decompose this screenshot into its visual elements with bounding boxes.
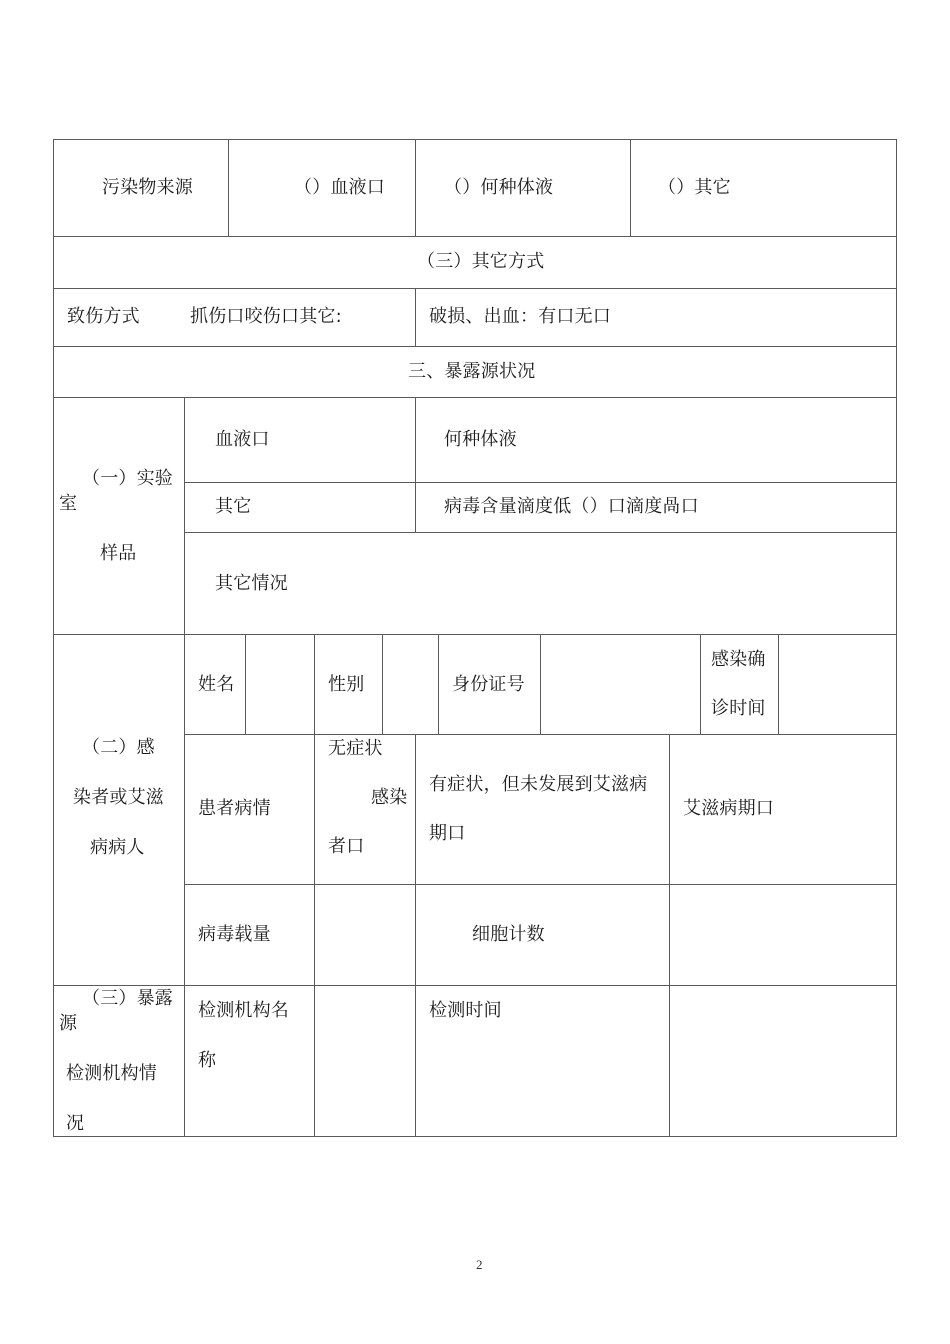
diagnosis-time-label-line1: 感染确	[711, 649, 766, 670]
other-methods-heading: （三）其它方式	[417, 251, 545, 272]
section-exposure-source-heading: 三、暴露源状况	[408, 361, 536, 382]
lab-sample-label-line1: （一）实验	[82, 468, 173, 489]
name-label: 姓名	[198, 674, 235, 695]
testing-label-line1: （三）暴露	[82, 988, 173, 1009]
aids-stage-option[interactable]: 艾滋病期口	[683, 798, 774, 819]
asymptomatic-option[interactable]: 者口	[328, 836, 365, 857]
symptomatic-line1: 有症状，但未发展到艾滋病	[429, 774, 648, 795]
symptomatic-option[interactable]: 期口	[429, 823, 466, 844]
lab-sample-label-line2: 室	[59, 493, 78, 514]
lab-other-field[interactable]: 其它	[215, 496, 252, 517]
infected-label-line2: 染者或艾滋	[73, 787, 164, 808]
body-fluid-checkbox-option[interactable]: （）何种体液	[444, 177, 554, 198]
lab-sample-label-line3: 样品	[100, 543, 137, 564]
testing-label-line3: 检测机构情	[66, 1063, 157, 1084]
lab-body-fluid-field[interactable]: 何种体液	[444, 429, 517, 450]
cell-count-label: 细胞计数	[472, 924, 545, 945]
lab-other-situation-field[interactable]: 其它情况	[215, 573, 288, 594]
lab-blood-option[interactable]: 血液口	[215, 429, 270, 450]
bleeding-options[interactable]: 破损、出血：有口无口	[429, 306, 611, 327]
virus-titer-options[interactable]: 病毒含量滴度低（）口滴度咼口	[444, 496, 699, 517]
blood-checkbox-option[interactable]: （）血液口	[294, 177, 385, 198]
asymptomatic-line1: 无症状	[328, 738, 383, 759]
testing-org-label-line1: 检测机构名	[198, 1000, 289, 1021]
test-time-label: 检测时间	[429, 1000, 502, 1021]
page-number: 2	[476, 1257, 483, 1272]
other-source-checkbox-option[interactable]: （）其它	[658, 177, 731, 198]
patient-condition-label: 患者病情	[198, 798, 271, 819]
infected-label-line1: （二）感	[82, 737, 155, 758]
pollutant-source-label: 污染物来源	[102, 177, 193, 198]
injury-method-label: 致伤方式	[67, 306, 140, 327]
viral-load-label: 病毒载量	[198, 924, 271, 945]
diagnosis-time-label-line2: 诊时间	[711, 698, 766, 719]
sex-label: 性别	[328, 674, 365, 695]
asymptomatic-line2: 感染	[371, 787, 408, 808]
id-number-label: 身份证号	[452, 674, 525, 695]
injury-types-options[interactable]: 抓伤口咬伤口其它:	[190, 306, 342, 327]
testing-org-label-line2: 称	[198, 1050, 217, 1071]
testing-label-line4: 况	[66, 1113, 85, 1134]
testing-label-line2: 源	[59, 1013, 78, 1034]
infected-label-line3: 病病人	[90, 837, 145, 858]
